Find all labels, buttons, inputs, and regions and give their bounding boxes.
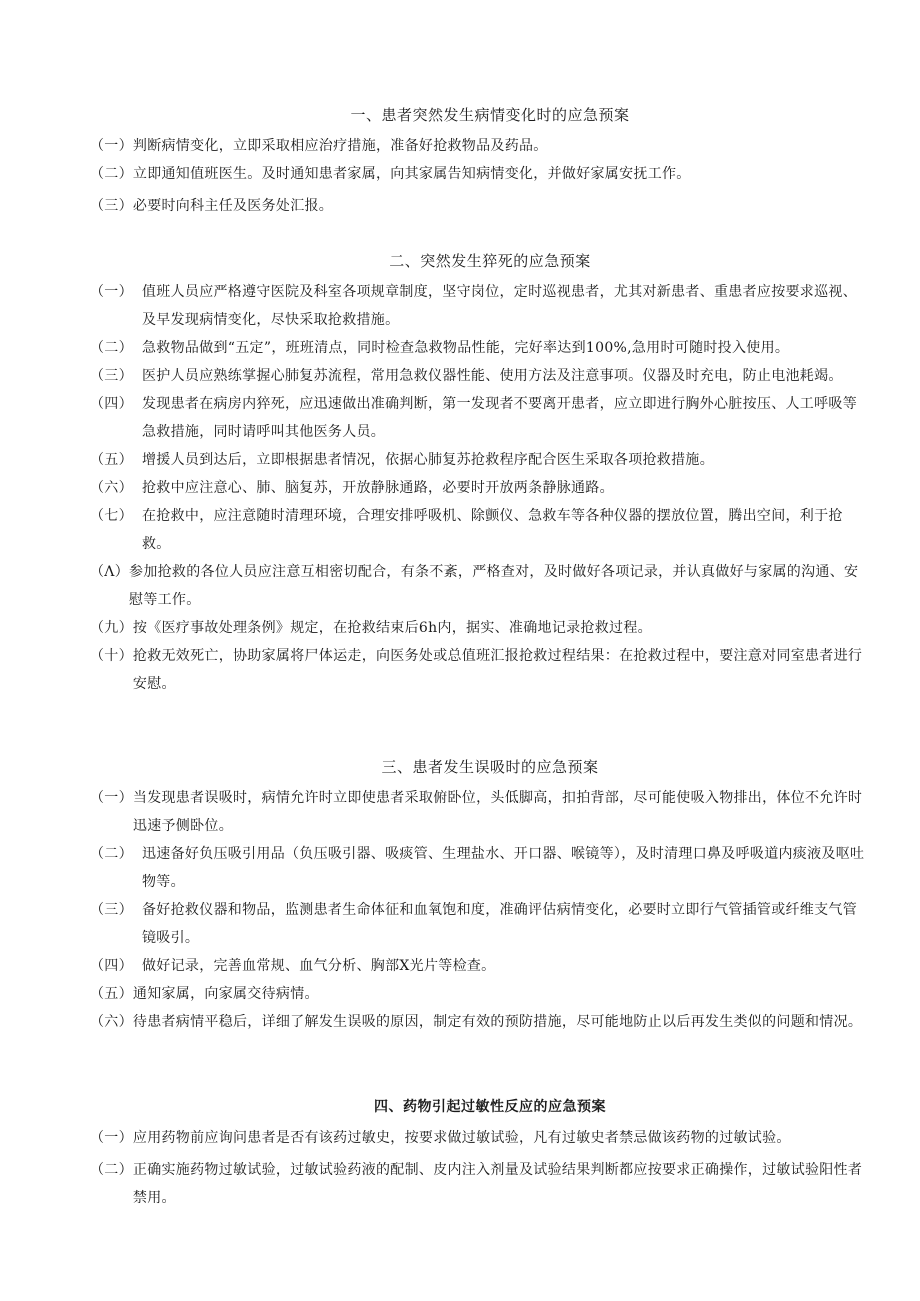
section-title: 一、患者突然发生病情变化时的应急预案: [350, 106, 630, 124]
section-title: 三、患者发生误吸时的应急预案: [381, 758, 599, 776]
list-item: [90, 1008, 870, 1036]
list-item: [90, 474, 870, 502]
list-item: [90, 952, 870, 980]
item-text: 急救物品做到“五定”，班班清点，同时检查急救物品性能，完好率达到100%,急用时可随时投入使用。: [142, 340, 790, 356]
item-text: 迅速备好负压吸引用品（负压吸引器、吸痰管、生理盐水、开口器、喉镜等），及时清理口鼻及呼吸道内痰液及呕吐物等。: [142, 846, 865, 890]
item-text: 在抢救中，应注意随时清理环境，合理安排呼吸机、除颤仪、急救车等各种仪器的摆放位置，腾出空间，利于抢救。: [142, 508, 843, 552]
list-item: [90, 1156, 870, 1212]
list-item: [90, 896, 870, 952]
list-item: [90, 446, 870, 474]
item-number: （五）: [90, 452, 133, 468]
item-text: 待患者病情平稳后，详细了解发生误吸的原因，制定有效的预防措施，尽可能地防止以后再发生类似的问题和情况。: [132, 1014, 863, 1030]
item-text: 发现患者在病房内猝死，应迅速做出准确判断，第一发现者不要离开患者，应立即进行胸外心脏按压、人工呼吸等急救措施，同时请呼叫其他医务人员。: [142, 396, 857, 440]
section-title: 二、突然发生猝死的应急预案: [389, 252, 591, 270]
list-item: [90, 390, 870, 446]
list-item: [90, 1124, 870, 1152]
item-text: 立即通知值班医生。及时通知患者家属，向其家属告知病情变化，并做好家属安抚工作。: [132, 166, 691, 182]
item-text: 医护人员应熟练掌握心肺复苏流程，常用急救仪器性能、使用方法及注意事项。仪器及时充电，防止电池耗竭。: [142, 368, 843, 384]
item-number: （二）: [90, 1162, 133, 1178]
list-item: [90, 502, 870, 558]
section-sudden-condition-change: [90, 104, 870, 220]
item-text: 按《医疗事故处理条例》规定，在抢救结束后6h内，据实、准确地记录抢救过程。: [132, 620, 652, 636]
item-number: （二）: [90, 340, 133, 356]
item-number: （四）: [90, 396, 133, 412]
item-number: （四）: [90, 958, 133, 974]
list-item: [90, 334, 870, 362]
item-number: （三）: [90, 368, 133, 384]
list-item: [90, 192, 870, 220]
item-number: （一）: [90, 284, 133, 300]
section-drug-allergy: [90, 1096, 870, 1212]
item-text: 抢救无效死亡，协助家属将尸体运走，向医务处或总值班汇报抢救过程结果：在抢救过程中，要注意对同室患者进行安慰。: [132, 648, 863, 692]
item-text: 判断病情变化，立即采取相应治疗措施，准备好抢救物品及药品。: [132, 138, 548, 154]
item-number: （三）: [90, 902, 133, 918]
list-item: [90, 278, 870, 334]
item-number: （六）: [90, 480, 133, 496]
item-text: 抢救中应注意心、肺、脑复苏，开放静脉通路，必要时开放两条静脉通路。: [142, 480, 614, 496]
list-item: [90, 614, 870, 642]
list-item: [90, 160, 870, 188]
item-number: （三）: [90, 198, 133, 214]
section-sudden-death: [90, 250, 870, 698]
item-text: 正确实施药物过敏试验，过敏试验药液的配制、皮内注入剂量及试验结果判断都应按要求正确操作，过敏试验阳性者禁用。: [132, 1162, 863, 1206]
list-item: [90, 558, 870, 614]
item-number: （二）: [90, 166, 133, 182]
item-number: （五）: [90, 986, 133, 1002]
item-text: 当发现患者误吸时，病情允许时立即使患者采取俯卧位，头低脚高，扣拍背部，尽可能使吸入物排出，体位不允许时迅速予侧卧位。: [132, 790, 863, 834]
item-number: （二）: [90, 846, 133, 862]
section-aspiration: [90, 756, 870, 1036]
item-text: 参加抢救的各位人员应注意互相密切配合，有条不紊，严格查对，及时做好各项记录，并认真做好与家属的沟通、安慰等工作。: [129, 564, 859, 608]
item-number: （Λ）: [90, 564, 130, 580]
list-item: [90, 362, 870, 390]
item-text: 值班人员应严格遵守医院及科室各项规章制度，坚守岗位，定时巡视患者，尤其对新患者、重患者应按要求巡视、及早发现病情变化，尽快采取抢救措施。: [142, 284, 857, 328]
item-number: （一）: [90, 1130, 133, 1146]
list-item: [90, 840, 870, 896]
item-number: （一）: [90, 138, 133, 154]
list-item: [90, 980, 870, 1008]
section-title: 四、药物引起过敏性反应的应急预案: [374, 1099, 606, 1115]
item-text: 做好记录，完善血常规、血气分析、胸部X光片等检查。: [142, 958, 496, 974]
item-text: 增援人员到达后，立即根据患者情况，依据心肺复苏抢救程序配合医生采取各项抢救措施。: [142, 452, 714, 468]
item-text: 备好抢救仪器和物品，监测患者生命体征和血氧饱和度，准确评估病情变化，必要时立即行气管插管或纤维支气管镜吸引。: [142, 902, 857, 946]
item-text: 必要时向科主任及医务处汇报。: [132, 198, 334, 214]
item-number: （一）: [90, 790, 133, 806]
item-number: （六）: [90, 1014, 133, 1030]
list-item: [90, 642, 870, 698]
item-number: （十）: [90, 648, 133, 664]
list-item: [90, 784, 870, 840]
item-text: 应用药物前应询问患者是否有该药过敏史，按要求做过敏试验，凡有过敏史者禁忌做该药物的过敏试验。: [132, 1130, 791, 1146]
item-number: （九）: [90, 620, 133, 636]
item-number: （七）: [90, 508, 133, 524]
item-text: 通知家属，向家属交待病情。: [132, 986, 319, 1002]
list-item: [90, 132, 870, 160]
